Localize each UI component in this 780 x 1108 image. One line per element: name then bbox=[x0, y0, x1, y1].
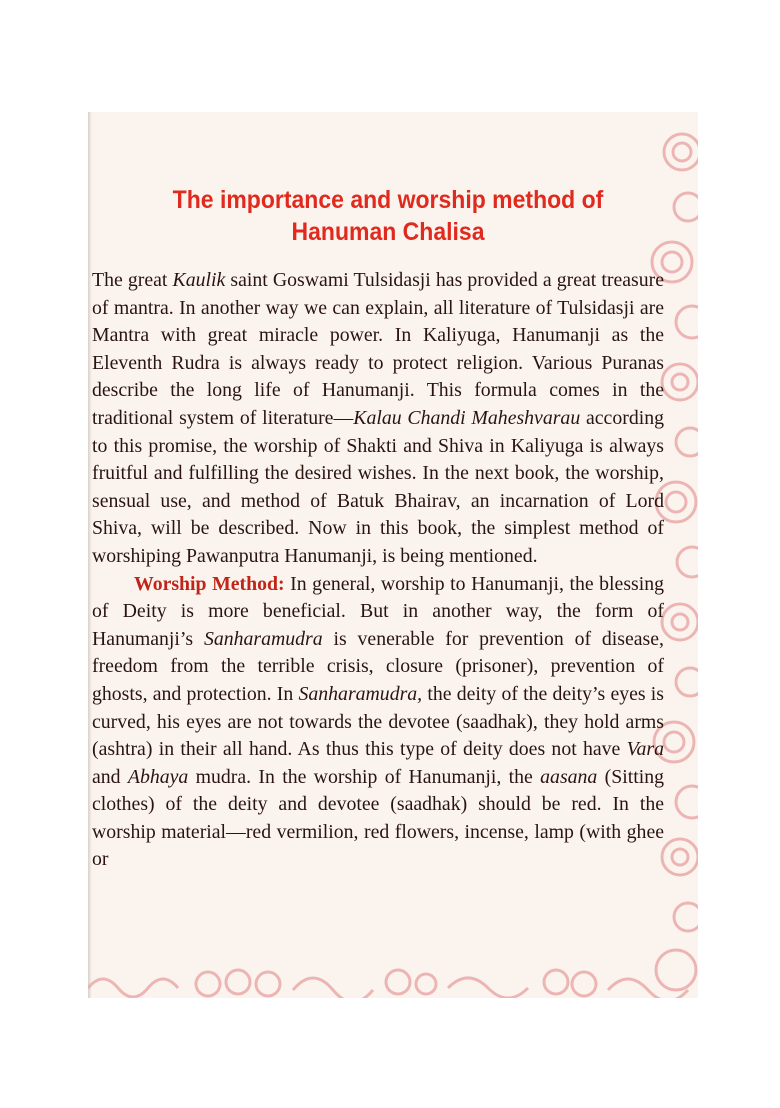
title-line-1: The importance and worship method of bbox=[172, 186, 604, 214]
page-title bbox=[112, 184, 664, 248]
book-page bbox=[88, 112, 698, 998]
bottom-ornamental-border bbox=[88, 958, 698, 998]
paragraph-intro: The great Kaulik saint Goswami Tulsidasji has provided a great treasure of mantra. In another way we can explain, all literature of Tulsidasji are Mantra with great miracle power. In Kaliyuga, Hanumanji as the Eleventh Rudra is always ready to protect religion. Various Puranas describe the long life of Hanumanji. This formula comes in the traditional system of literature—Kalau Chandi Maheshvarau according to this promise, the worship of Shakti and Shiva in Kaliyuga is always fruitful and fulfilling the desired wishes. In the next book, the worship, sensual use, and method of Batuk Bhairav, an incarnation of Lord Shiva, will be described. Now in this book, the simplest method of worshiping Pawanputra Hanumanji, is being mentioned. bbox=[92, 269, 664, 567]
title-line-2: Hanuman Chalisa bbox=[291, 218, 485, 246]
paragraph-worship-method: Worship Method: In general, worship to Hanumanji, the blessing of Deity is more beneficial. But in another way, the form of Hanumanji’s Sanharamudra is venerable for prevention of disease, freedom from the terrible crisis, closure (prisoner), prevention of ghosts, and protection. In Sanharamudra, the deity of the deity’s eyes is curved, his eyes are not towards the devotee (saadhak), they hold arms (ashtra) in their all hand. As thus this type of deity does not have Vara and Abhaya mudra. In the worship of Hanumanji, the aasana (Sitting clothes) of the deity and devotee (saadhak) should be red. In the worship material—red vermilion, red flowers, incense, lamp (with ghee or bbox=[92, 572, 664, 871]
worship-method-heading: Worship Method: bbox=[134, 572, 285, 595]
body-text bbox=[92, 267, 664, 874]
